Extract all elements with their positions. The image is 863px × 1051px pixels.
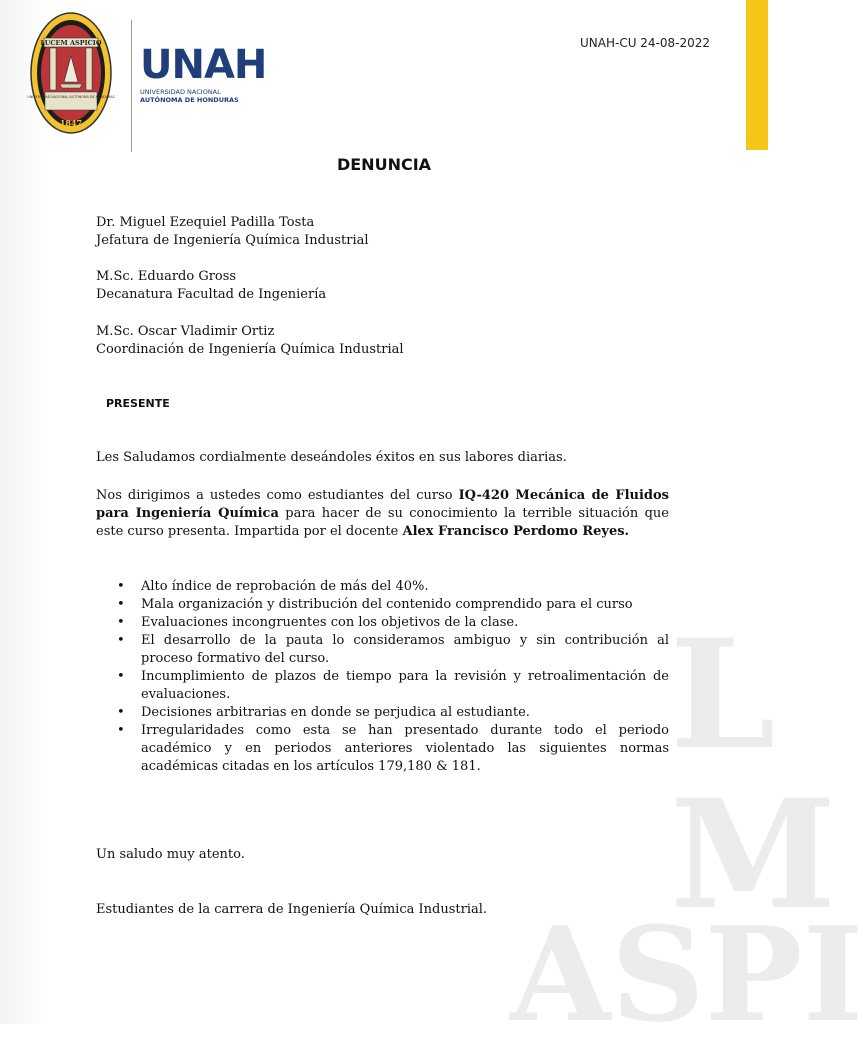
- complaints-list: [96, 578, 669, 776]
- gold-accent-bar: [746, 0, 768, 150]
- list-item: • Mala organización y distribución del contenido comprendido para el curso: [96, 596, 669, 614]
- seal-year: 1847: [59, 118, 83, 128]
- list-item: • Decisiones arbitrarias en donde se perjudica al estudiante.: [96, 704, 669, 722]
- document-reference-date: UNAH-CU 24-08-2022: [580, 36, 711, 50]
- presente-label: PRESENTE: [106, 397, 170, 410]
- list-item: • El desarrollo de la pauta lo consideramos ambiguo y sin contribución al proceso formativo del curso.: [96, 632, 669, 668]
- unah-wordmark: UNAH: [140, 42, 267, 88]
- unah-subtitle: [140, 89, 266, 105]
- watermark-letter: ASPI: [510, 898, 863, 1051]
- intro-paragraph: [96, 487, 669, 541]
- list-item: • Alto índice de reprobación de más del 40%.: [96, 578, 669, 596]
- recipient-office: Jefatura de Ingeniería Química Industrial: [96, 233, 369, 248]
- recipient-block: [96, 268, 326, 304]
- intro-text: Nos dirigimos a ustedes como estudiantes del curso: [96, 488, 459, 503]
- list-item: • Evaluaciones incongruentes con los objetivos de la clase.: [96, 614, 669, 632]
- recipient-name: M.Sc. Oscar Vladimir Ortiz: [96, 324, 275, 339]
- course-name: IQ-420 Mecánica de Fluidos para Ingeniería Química: [96, 488, 669, 521]
- list-item: • Irregularidades como esta se han presentado durante todo el periodo académico y en periodos anteriores violentado las siguientes normas académicas citadas en los artículos 179,180 & 181.: [96, 722, 669, 776]
- signature-line: Estudiantes de la carrera de Ingeniería Química Industrial.: [96, 902, 488, 917]
- unah-subtitle-line1: UNIVERSIDAD NACIONAL: [140, 88, 221, 96]
- intro-text: para hacer de su conocimiento la terrible situación que este curso presenta. Impartida por el docente: [96, 506, 670, 539]
- logo-divider: [131, 20, 132, 152]
- watermark-letter: L: [670, 607, 776, 783]
- greeting-paragraph: Les Saludamos cordialmente deseándoles éxitos en sus labores diarias.: [96, 450, 567, 465]
- recipient-name: M.Sc. Eduardo Gross: [96, 269, 237, 284]
- watermark-letter: M: [670, 767, 837, 943]
- page-edge-shadow: [0, 0, 46, 1024]
- unah-logo: [140, 42, 267, 105]
- teacher-name: Alex Francisco Perdomo Reyes.: [402, 524, 630, 539]
- list-item: • Incumplimiento de plazos de tiempo para la revisión y retroalimentación de evaluaciones.: [96, 668, 669, 704]
- unah-subtitle-line2: AUTÓNOMA DE HONDURAS: [140, 95, 239, 104]
- seal-motto: LUCEM ASPICIO: [40, 39, 102, 47]
- recipient-name: Dr. Miguel Ezequiel Padilla Tosta: [96, 215, 315, 230]
- university-seal-logo: [27, 12, 115, 134]
- recipient-office: Decanatura Facultad de Ingeniería: [96, 287, 327, 302]
- recipient-office: Coordinación de Ingeniería Química Industrial: [96, 342, 404, 357]
- document-title: DENUNCIA: [336, 155, 432, 174]
- seal-name: UNIVERSIDAD NACIONAL AUTONOMA DE HONDURAS: [27, 95, 115, 99]
- closing-line: Un saludo muy atento.: [96, 847, 245, 862]
- recipient-block: [96, 214, 369, 250]
- recipient-block: [96, 323, 404, 359]
